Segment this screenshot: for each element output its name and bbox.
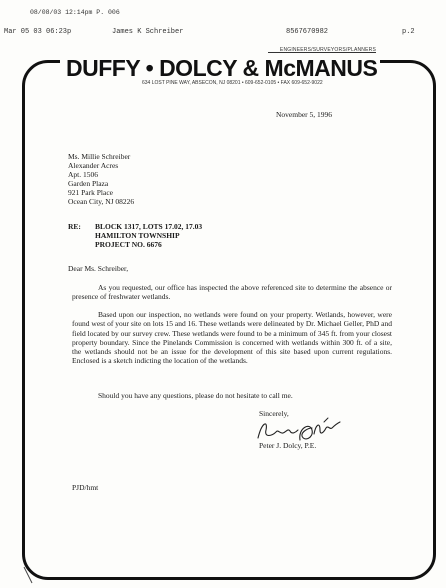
- fax-page: p.2: [402, 28, 415, 36]
- recipient-line: Apt. 1506: [68, 170, 98, 179]
- recipient-line: Ms. Millie Schreiber: [68, 152, 131, 161]
- typist-initials: PJD/hmt: [72, 483, 99, 492]
- fax-number: 8567670982: [286, 28, 329, 36]
- letter-date: November 5, 1996: [276, 110, 333, 119]
- fax-right-top: 08/08/03 12:14pm P. 006: [30, 9, 120, 16]
- fax-timestamp: Mar 05 03 06:23p: [4, 28, 72, 36]
- body-paragraph: Should you have any questions, please do not hesitate to call me.: [98, 391, 293, 400]
- re-line: HAMILTON TOWNSHIP: [95, 231, 180, 240]
- body-paragraph: As you requested, our office has inspected the above referenced site to determine the absence or presence of freshwater wetlands.: [72, 283, 392, 302]
- closing: Sincerely,: [259, 409, 289, 418]
- re-label: RE:: [68, 222, 81, 231]
- recipient-line: Ocean City, NJ 08226: [68, 197, 135, 206]
- re-line: PROJECT NO. 6676: [95, 240, 162, 249]
- signer-name: Peter J. Dolcy, P.E.: [259, 441, 317, 450]
- scan-mark: [22, 565, 38, 585]
- firm-tagline: ENGINEERS/SURVEYORS/PLANNERS: [279, 47, 376, 53]
- firm-name: DUFFY • DOLCY & McMANUS: [66, 55, 378, 81]
- recipient-line: Alexander Acres: [68, 161, 119, 170]
- firm-address: 634 LOST PINE WAY, ABSECON, NJ 08201 • 609-652-0105 • FAX 609-652-9022: [142, 80, 323, 86]
- salutation: Dear Ms. Schreiber,: [68, 264, 129, 273]
- fax-sender: James K Schreiber: [112, 28, 184, 36]
- re-line: BLOCK 1317, LOTS 17.02, 17.03: [95, 222, 203, 231]
- recipient-line: Garden Plaza: [68, 179, 109, 188]
- body-paragraph: Based upon our inspection, no wetlands were found on your property. Wetlands, however, were found west of your site on lots 15 and 16. These wetlands were delineated by Dr. Michael Geller, PhD and field located by our survey crew. These wetlands were found to be a minimum of 345 ft. from your closest property boundary. Since the Pinelands Commission is concerned with wetlands within 300 ft. of a site, the wetlands should not be an issue for the development of this site based upon current regulations. Enclosed is a sketch indicting the location of the wetlands.: [72, 310, 392, 366]
- recipient-line: 921 Park Place: [68, 188, 113, 197]
